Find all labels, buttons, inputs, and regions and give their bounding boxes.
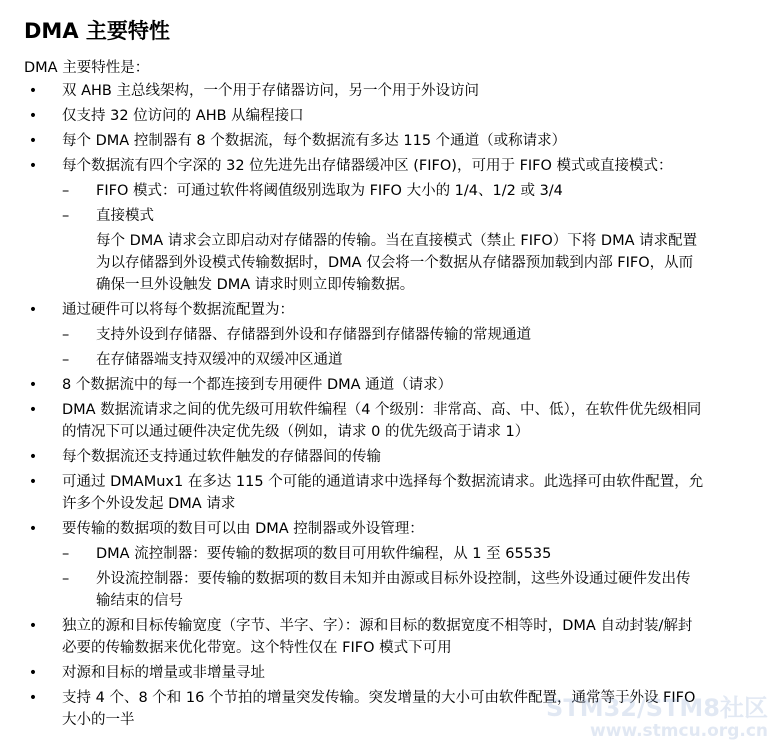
list-item-text: 双 AHB 主总线架构，一个用于存储器访问，另一个用于外设访问 [62, 83, 479, 99]
list-item-text: 独立的源和目标传输宽度（字节、半字、字）：源和目标的数据宽度不相等时，DMA 自动封装/解封必要的传输数据来优化带宽。这个特性仅在 FIFO 模式下可用 [62, 618, 693, 656]
dash-icon: – [62, 208, 70, 224]
list-item [24, 155, 704, 296]
bullet-icon: • [28, 474, 38, 490]
list-item-text: 通过硬件可以将每个数据流配置为： [62, 302, 294, 318]
bullet-icon: • [28, 665, 38, 681]
dash-icon: – [62, 546, 70, 562]
list-item [24, 446, 704, 468]
bullet-icon: • [28, 83, 38, 99]
bullet-icon: • [28, 377, 38, 393]
page-title: DMA 主要特性 [24, 19, 170, 43]
dash-icon: – [62, 571, 70, 587]
sub-list-item-text: DMA 流控制器：要传输的数据项的数目可用软件编程，从 1 至 65535 [96, 546, 552, 562]
list-item-text: 要传输的数据项的数目可以由 DMA 控制器或外设管理： [62, 521, 424, 537]
list-item [24, 518, 704, 612]
sub-list-item-text: FIFO 模式：可通过软件将阈值级别选取为 FIFO 大小的 1/4、1/2 或 3/4 [96, 183, 563, 199]
dash-icon: – [62, 327, 70, 343]
sub-list-item [62, 205, 704, 227]
list-item [24, 399, 704, 443]
sub-list-item-text: 直接模式 [96, 208, 154, 224]
sub-list-item-text: 外设流控制器：要传输的数据项的数目未知并由源或目标外设控制，这些外设通过硬件发出传输结束的信号 [96, 571, 691, 609]
list-item [24, 471, 704, 515]
list-item [24, 687, 704, 731]
dash-icon: – [62, 352, 70, 368]
intro-text: DMA 主要特性是： [24, 60, 150, 76]
list-item-text: 仅支持 32 位访问的 AHB 从编程接口 [62, 108, 304, 124]
list-item [24, 662, 704, 684]
list-item-text: 对源和目标的增量或非增量寻址 [62, 665, 265, 681]
sub-list [62, 543, 704, 612]
bullet-icon: • [28, 618, 38, 634]
feature-list [24, 80, 704, 734]
bullet-icon: • [28, 402, 38, 418]
bullet-icon: • [28, 108, 38, 124]
dash-icon: – [62, 183, 70, 199]
list-item-text: 可通过 DMAMux1 在多达 115 个可能的通道请求中选择每个数据流请求。此选择可由软件配置，允许多个外设发起 DMA 请求 [62, 474, 704, 512]
bullet-icon: • [28, 449, 38, 465]
sub-list-item [62, 324, 704, 346]
sub-list [62, 324, 704, 371]
list-item-text: 每个数据流还支持通过软件触发的存储器间的传输 [62, 449, 381, 465]
bullet-icon: • [28, 158, 38, 174]
sub-list-item [62, 543, 704, 565]
list-item-text: 每个 DMA 控制器有 8 个数据流，每个数据流有多达 115 个通道（或称请求） [62, 133, 567, 149]
bullet-icon: • [28, 302, 38, 318]
list-item [24, 374, 704, 396]
list-item [24, 105, 704, 127]
list-item-text: 8 个数据流中的每一个都连接到专用硬件 DMA 通道（请求） [62, 377, 453, 393]
sub-list-item [62, 349, 704, 371]
sub-list [62, 180, 704, 296]
sub-list-item [62, 568, 704, 612]
bullet-icon: • [28, 521, 38, 537]
bullet-icon: • [28, 690, 38, 706]
list-item-text: DMA 数据流请求之间的优先级可用软件编程（4 个级别：非常高、高、中、低），在软件优先级相同的情况下可以通过硬件决定优先级（例如，请求 0 的优先级高于请求 1） [62, 402, 702, 440]
list-item [24, 615, 704, 659]
list-item [24, 299, 704, 371]
list-item [24, 130, 704, 152]
watermark-line1: STM32/STM8社区 [546, 694, 768, 722]
sub-list-item-text: 在存储器端支持双缓冲的双缓冲区通道 [96, 352, 343, 368]
list-item [24, 80, 704, 102]
sub-list-item-text: 支持外设到存储器、存储器到外设和存储器到存储器传输的常规通道 [96, 327, 531, 343]
bullet-icon: • [28, 133, 38, 149]
watermark-line2: www.stmcu.org.cn [590, 721, 768, 741]
sub-list-item [62, 180, 704, 202]
list-item-text: 支持 4 个、8 个和 16 个节拍的增量突发传输。突发增量的大小可由软件配置，通常等于外设 FIFO 大小的一半 [62, 690, 696, 728]
sub-list-item-detail: 每个 DMA 请求会立即启动对存储器的传输。当在直接模式（禁止 FIFO）下将 DMA 请求配置为以存储器到外设模式传输数据时，DMA 仅会将一个数据从存储器预加载到内部 FIFO，从而确保一旦外设触发 DMA 请求时则立即传输数据。 [96, 233, 698, 293]
list-item-text: 每个数据流有四个字深的 32 位先进先出存储器缓冲区 (FIFO)，可用于 FIFO 模式或直接模式： [62, 158, 673, 174]
